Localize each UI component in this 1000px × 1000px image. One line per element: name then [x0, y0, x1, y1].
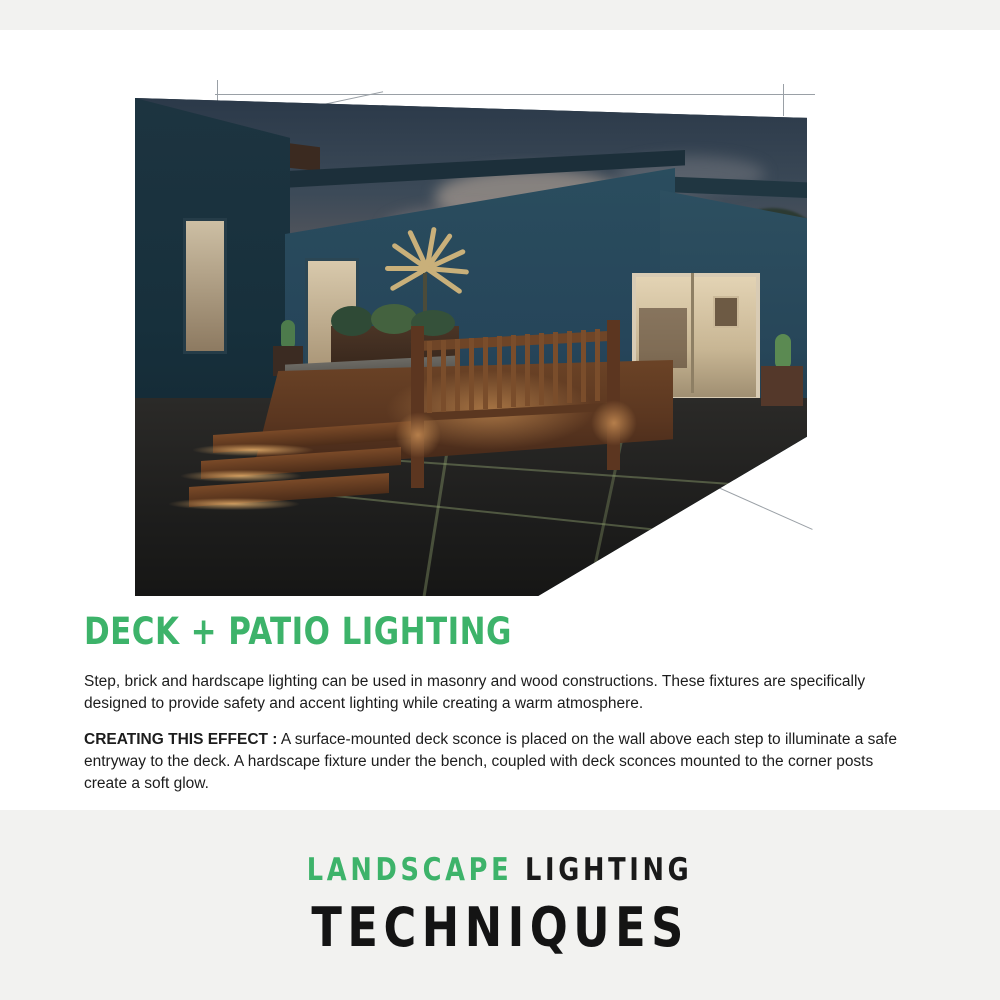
scene-render [135, 98, 807, 596]
baluster [483, 337, 488, 409]
baluster [511, 335, 516, 407]
baluster [441, 340, 446, 412]
post-sconce-glow [591, 400, 637, 446]
footer-title-line-2: TECHNIQUES [311, 895, 689, 959]
cactus-pot [761, 366, 803, 406]
baluster [581, 330, 586, 402]
post-sconce-glow [395, 412, 441, 458]
window-left [183, 218, 227, 354]
content-card [0, 30, 1000, 810]
footer-word-landscape: LANDSCAPE [307, 851, 513, 888]
baluster [469, 338, 474, 410]
text-content [84, 610, 914, 809]
baluster [525, 334, 530, 406]
door-mullion [691, 273, 694, 393]
baluster [553, 332, 558, 404]
baluster [455, 339, 460, 411]
baluster [497, 336, 502, 408]
baluster [567, 331, 572, 403]
shrub [331, 306, 373, 336]
wall-art [713, 296, 739, 328]
illustration-container [135, 70, 865, 595]
railing-corner-post [607, 320, 620, 470]
deck-railing [411, 316, 641, 506]
railing-corner-post [411, 326, 424, 488]
footer-title-line-1 [307, 852, 693, 888]
guide-line-left [217, 80, 218, 104]
intro-paragraph: Step, brick and hardscape lighting can be used in masonry and wood constructions. These fixtures are specifically designed to provide safety and accent lighting while creating a warm atmosphere. [84, 673, 866, 712]
step-light-glow [169, 498, 299, 510]
effect-text: A surface-mounted deck sconce is placed on the wall above each step to illuminate a safe entryway to the deck. A hardscape fixture under the bench, coupled with deck sconces mounted to the corner posts create a soft glow. [84, 731, 897, 792]
footer-word-lighting: LIGHTING [525, 851, 693, 888]
baluster [427, 341, 432, 413]
cactus-plant [775, 334, 791, 370]
effect-paragraph [84, 729, 914, 795]
baluster [539, 333, 544, 405]
effect-label: CREATING THIS EFFECT : [84, 731, 278, 748]
guide-line-top [215, 94, 815, 95]
door-interior-glow [639, 308, 687, 368]
baluster [595, 329, 600, 401]
guide-line-right [783, 84, 784, 116]
page-title: DECK + PATIO LIGHTING [84, 610, 512, 653]
palm-plant [383, 226, 473, 306]
footer [0, 810, 1000, 1000]
